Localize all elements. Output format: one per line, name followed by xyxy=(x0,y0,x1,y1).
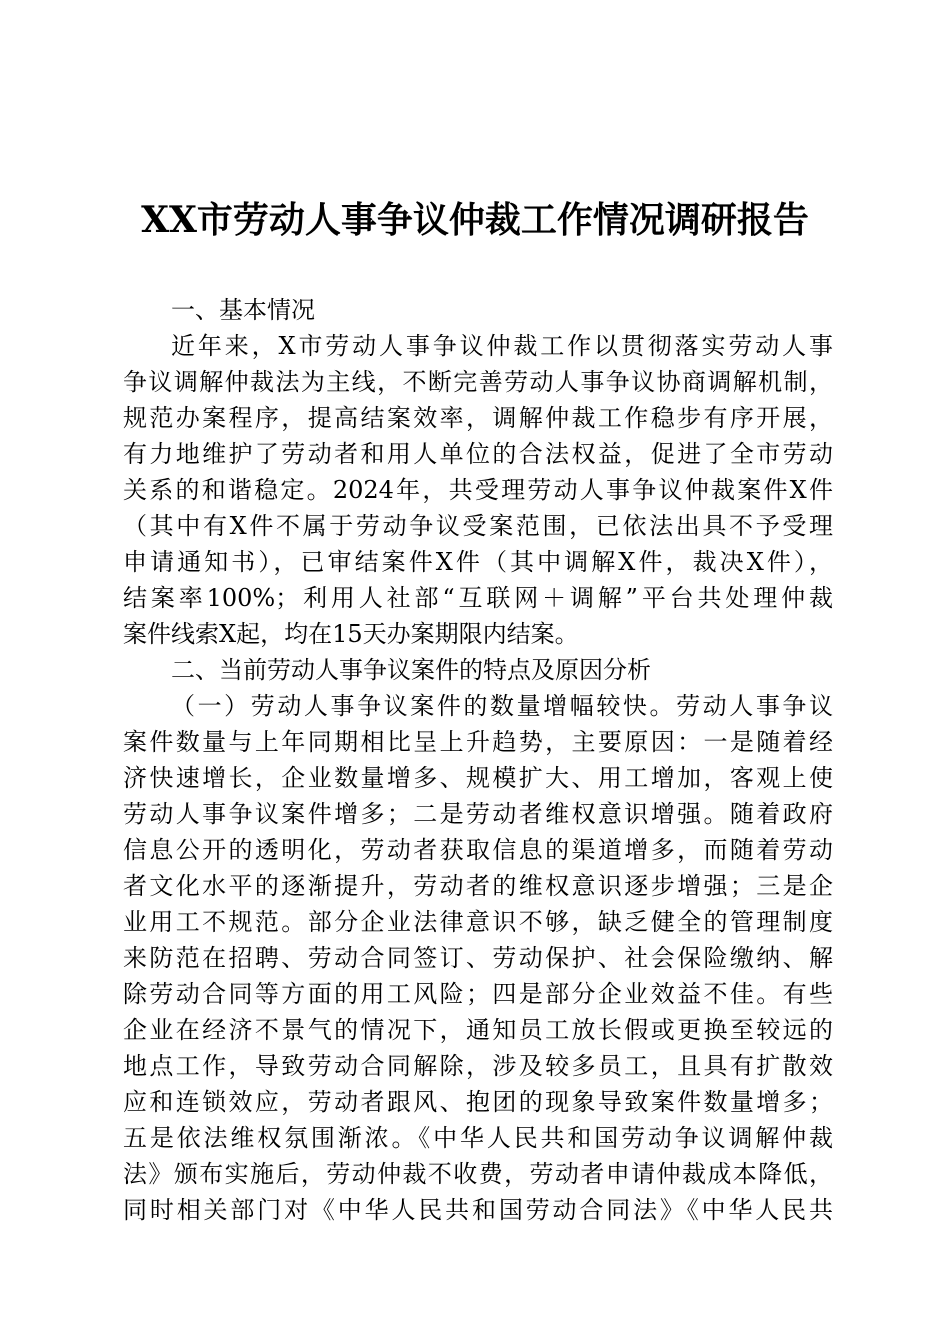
text-line: 结案率100%；利用人社部“互联网＋调解”平台共处理仲裁 xyxy=(123,584,833,612)
text-line: （一）劳动人事争议案件的数量增幅较快。劳动人事争议 xyxy=(171,692,833,720)
text-line: 者文化水平的逐渐提升，劳动者的维权意识逐步增强；三是企 xyxy=(123,872,833,900)
document-title: XX市劳动人事争议仲裁工作情况调研报告 xyxy=(141,199,809,241)
text-line: 来防范在招聘、劳动合同签订、劳动保护、社会保险缴纳、解 xyxy=(123,944,833,972)
text-line: 除劳动合同等方面的用工风险；四是部分企业效益不佳。有些 xyxy=(123,980,833,1008)
document-body xyxy=(123,292,833,1228)
text-line: 有力地维护了劳动者和用人单位的合法权益，促进了全市劳动 xyxy=(123,440,833,468)
text-line: 信息公开的透明化，劳动者获取信息的渠道增多，而随着劳动 xyxy=(123,836,833,864)
text-line: 应和连锁效应，劳动者跟风、抱团的现象导致案件数量增多； xyxy=(123,1088,833,1116)
text-line: 企业在经济不景气的情况下，通知员工放长假或更换至较远的 xyxy=(123,1016,833,1044)
text-line: 劳动人事争议案件增多；二是劳动者维权意识增强。随着政府 xyxy=(123,800,833,828)
text-line: 案件数量与上年同期相比呈上升趋势，主要原因：一是随着经 xyxy=(123,728,833,756)
text-line: 同时相关部门对《中华人民共和国劳动合同法》《中华人民共 xyxy=(123,1196,833,1224)
text-line: 近年来，X市劳动人事争议仲裁工作以贯彻落实劳动人事 xyxy=(171,332,833,360)
text-line: 五是依法维权氛围渐浓。《中华人民共和国劳动争议调解仲裁 xyxy=(123,1124,833,1152)
section-heading-basic-situation: 一、基本情况 xyxy=(171,296,315,324)
paragraph-basic-situation xyxy=(123,328,833,652)
text-line: 济快速增长，企业数量增多、规模扩大、用工增加，客观上使 xyxy=(123,764,833,792)
text-line: 业用工不规范。部分企业法律意识不够，缺乏健全的管理制度 xyxy=(123,908,833,936)
text-line: 法》颁布实施后，劳动仲裁不收费，劳动者申请仲裁成本降低， xyxy=(123,1160,833,1188)
text-line: 关系的和谐稳定。2024年，共受理劳动人事争议仲裁案件X件 xyxy=(123,476,833,504)
paragraph-case-growth xyxy=(123,688,833,1228)
text-line: 申请通知书），已审结案件X件（其中调解X件，裁决X件）， xyxy=(123,548,833,576)
text-line: 案件线索X起，均在15天办案期限内结案。 xyxy=(123,620,579,648)
text-line: 争议调解仲裁法为主线，不断完善劳动人事争议协商调解机制， xyxy=(123,368,833,396)
section-heading-characteristics: 二、当前劳动人事争议案件的特点及原因分析 xyxy=(171,656,651,684)
text-line: （其中有X件不属于劳动争议受案范围，已依法出具不予受理 xyxy=(123,512,833,540)
text-line: 规范办案程序，提高结案效率，调解仲裁工作稳步有序开展， xyxy=(123,404,833,432)
text-line: 地点工作，导致劳动合同解除，涉及较多员工，且具有扩散效 xyxy=(123,1052,833,1080)
